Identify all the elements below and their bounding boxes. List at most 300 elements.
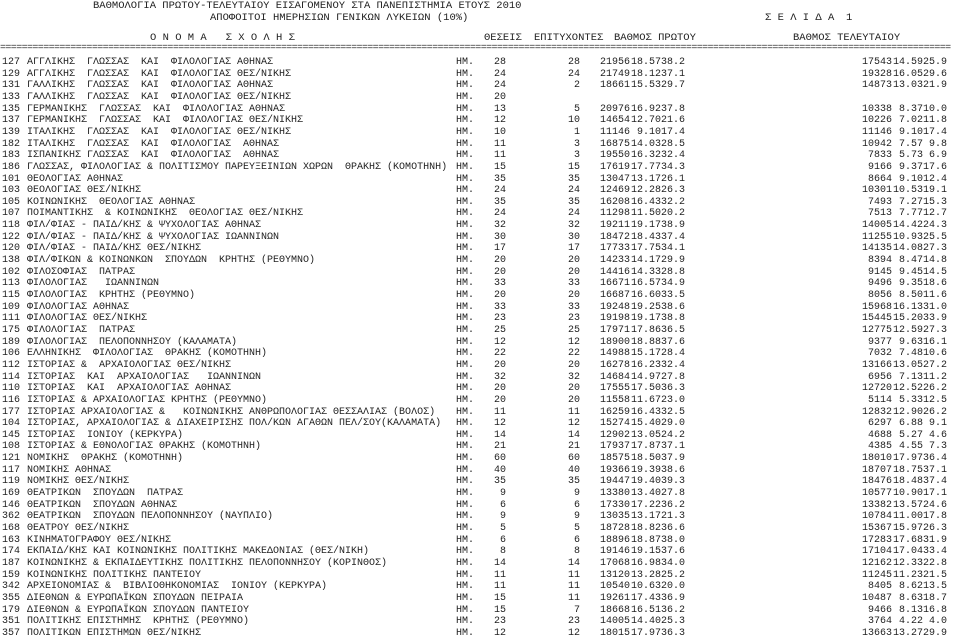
last-score-percent: 10.6 (923, 348, 948, 360)
first-score-average: 16.92 (630, 103, 661, 115)
last-score-percent: 17.1 (923, 488, 948, 500)
table-row (0, 581, 959, 593)
seats: 24 (493, 68, 506, 80)
school-code: 189 (2, 336, 21, 348)
table-row (0, 546, 959, 558)
first-score-points: 17330 (599, 499, 630, 511)
exam-type: ΗΜ. (456, 220, 475, 232)
last-score-percent: 11.8 (923, 115, 948, 127)
last-score-average: 11.23 (892, 569, 923, 581)
first-score-percent: 33.5 (661, 290, 686, 301)
school-name: ΑΡΧΕΙΟΝΟΜΙΑΣ & ΒΙΒΛΙΟΘΗΚΟΝΟΜΙΑΣ ΙΟΝΙΟΥ (ΚΕΡΚΥΡΑ) (27, 581, 328, 593)
school-name: ΚΟΙΝΩΝΙΚΗΣ & ΕΚΠΑΙΔΕΥΤΙΚΗΣ ΠΟΛΙΤΙΚΗΣ ΠΕΛΟΠΟΝΝΗΣΟΥ (ΚΟΡΙΝΘΟΣ) (27, 557, 388, 569)
last-score-percent: 33.9 (923, 313, 948, 325)
table-row (0, 570, 959, 582)
school-name: ΑΓΓΛΙΚΗΣ ΓΛΩΣΣΑΣ ΚΑΙ ΦΙΛΟΛΟΓΙΑΣ ΘΕΣ/ΝΙΚΗΣ (27, 68, 292, 80)
seats: 32 (493, 371, 506, 383)
first-score-average: 16.57 (630, 278, 661, 290)
first-score-percent: 34.1 (661, 243, 686, 255)
last-score-points: 3764 (867, 616, 892, 628)
table-row (0, 197, 959, 209)
table-row (0, 616, 959, 628)
school-name: ΚΟΙΝΩΝΙΚΗΣ ΠΟΛΙΤΙΚΗΣ ΠΑΝΤΕΙΟΥ (27, 569, 202, 581)
school-code: 120 (2, 243, 21, 255)
last-score-percent: 18.6 (923, 278, 948, 290)
table-row (0, 57, 959, 69)
seats: 13 (493, 103, 506, 115)
exam-type: ΗΜ. (456, 418, 475, 430)
last-score-points: 7513 (867, 208, 892, 220)
table-row (0, 593, 959, 605)
seats: 14 (493, 557, 506, 569)
first-score-percent: 38.2 (661, 57, 686, 68)
last-score-points: 7032 (867, 348, 892, 360)
school-name: ΦΙΛΟΛΟΓΙΑΣ ΠΕΛΟΠΟΝΝΗΣΟΥ (ΚΑΛΑΜΑΤΑ) (27, 336, 238, 348)
column-header-seats: ΘΕΣΕΙΣ (484, 32, 522, 44)
school-name: ΘΕΑΤΡΙΚΩΝ ΣΠΟΥΔΩΝ ΠΑΤΡΑΣ (27, 488, 184, 500)
seats: 24 (493, 185, 506, 197)
exam-type: ΗΜ. (456, 464, 475, 476)
exam-type: ΗΜ. (456, 616, 475, 628)
first-score-average: 19.25 (630, 301, 661, 313)
last-score-average: 4.22 (898, 616, 923, 628)
successful: 20 (567, 290, 580, 301)
school-name: ΦΙΛΟΛΟΓΙΑΣ ΠΑΤΡΑΣ (27, 324, 136, 336)
last-score-percent: 26.3 (923, 523, 948, 534)
seats: 9 (499, 511, 506, 523)
successful: 40 (567, 464, 580, 476)
first-score-percent: 20.2 (661, 208, 686, 220)
last-score-average: 10.93 (892, 231, 923, 243)
school-code: 109 (2, 301, 21, 313)
first-score-average: 12.28 (630, 185, 661, 197)
first-score-percent: 28.8 (661, 266, 686, 278)
table-row (0, 92, 959, 104)
school-name: ΙΣΤΟΡΙΑΣ ΚΑΙ ΑΡΧΑΙΟΛΟΓΙΑΣ ΙΩΑΝΝΙΝΩΝ (27, 371, 262, 383)
seats: 6 (499, 499, 506, 511)
last-score-average: 14.59 (892, 57, 923, 68)
exam-type: ΗΜ. (456, 91, 475, 103)
school-name: ΓΑΛΛΙΚΗΣ ΓΛΩΣΣΑΣ ΚΑΙ ΦΙΛΟΛΟΓΙΑΣ ΘΕΣ/ΝΙΚΗΣ (27, 91, 292, 103)
school-name: ΦΙΛΟΣΟΦΙΑΣ ΠΑΤΡΑΣ (27, 266, 136, 278)
table-row (0, 488, 959, 500)
first-score-average: 17.86 (630, 324, 661, 336)
last-score-average: 10.53 (892, 185, 923, 197)
successful: 11 (567, 569, 580, 581)
page-number: 1 (846, 12, 853, 24)
seats: 5 (499, 523, 506, 534)
last-score-percent: 27.2 (923, 359, 948, 371)
last-score-percent: 25.5 (923, 231, 948, 243)
first-score-average: 14.40 (630, 616, 661, 628)
first-score-percent: 37.4 (661, 231, 686, 243)
school-code: 139 (2, 126, 21, 138)
first-score-percent: 38.0 (661, 534, 686, 546)
first-score-average: 14.17 (630, 255, 661, 267)
school-name: ΘΕΟΛΟΓΙΑΣ ΑΘΗΝΑΣ (27, 173, 124, 185)
successful: 6 (573, 499, 580, 511)
last-score-percent: 29.9 (923, 627, 948, 639)
first-score-average: 17.22 (630, 499, 661, 511)
first-score-percent: 37.6 (661, 336, 686, 348)
last-score-average: 5.73 (898, 150, 923, 162)
first-score-average: 13.17 (630, 173, 661, 185)
column-header-last-score: ΒΑΘΜΟΣ ΤΕΛΕΥΤΑΙΟΥ (793, 32, 901, 44)
first-score-points: 18472 (599, 231, 630, 243)
first-score-points: 19447 (599, 476, 630, 488)
last-score-percent: 11.6 (923, 290, 948, 301)
school-code: 131 (2, 80, 21, 92)
first-score-points: 14416 (599, 266, 630, 278)
first-score-points: 14654 (599, 115, 630, 127)
last-score-points: 10226 (861, 115, 892, 127)
first-score-average: 18.82 (630, 523, 661, 534)
school-name: ΑΓΓΛΙΚΗΣ ΓΛΩΣΣΑΣ ΚΑΙ ΦΙΛΟΛΟΓΙΑΣ ΑΘΗΝΑΣ (27, 57, 274, 68)
exam-type: ΗΜ. (456, 627, 475, 639)
seats: 11 (493, 138, 506, 150)
first-score-percent: 36.6 (661, 523, 686, 534)
school-code: 137 (2, 115, 21, 127)
table-row (0, 605, 959, 617)
last-score-average: 7.13 (898, 371, 923, 383)
last-score-percent: 15.3 (923, 196, 948, 208)
table-row (0, 243, 959, 255)
first-score-average: 13.28 (630, 569, 661, 581)
exam-type: ΗΜ. (456, 243, 475, 255)
school-name: ΙΣΤΟΡΙΑΣ ΚΑΙ ΑΡΧΑΙΟΛΟΓΙΑΣ ΑΘΗΝΑΣ (27, 383, 232, 395)
exam-type: ΗΜ. (456, 138, 475, 150)
exam-type: ΗΜ. (456, 441, 475, 453)
first-score-percent: 32.4 (661, 359, 686, 371)
successful: 28 (567, 57, 580, 68)
first-score-points: 12469 (599, 185, 630, 197)
first-score-average: 14.33 (630, 266, 661, 278)
exam-type: ΗΜ. (456, 115, 475, 127)
exam-type: ΗΜ. (456, 266, 475, 278)
exam-type: ΗΜ. (456, 208, 475, 220)
first-score-points: 11298 (599, 208, 630, 220)
first-score-points: 19248 (599, 301, 630, 313)
successful: 32 (567, 371, 580, 383)
seats: 11 (493, 581, 506, 593)
table-row (0, 535, 959, 547)
seats: 15 (493, 592, 506, 604)
school-name: ΙΣΤΟΡΙΑΣ & ΑΡΧΑΙΟΛΟΓΙΑΣ ΘΕΣ/ΝΙΚΗΣ (27, 359, 232, 371)
first-score-average: 17.87 (630, 441, 661, 453)
first-score-points: 12902 (599, 429, 630, 441)
exam-type: ΗΜ. (456, 406, 475, 418)
first-score-points: 13120 (599, 569, 630, 581)
first-score-points: 19146 (599, 546, 630, 558)
first-score-points: 19261 (599, 592, 630, 604)
school-code: 121 (2, 453, 21, 465)
last-score-average: 17.68 (892, 534, 923, 546)
seats: 25 (493, 324, 506, 336)
last-score-points: 6956 (867, 371, 892, 383)
last-score-percent: 4.6 (928, 429, 947, 441)
last-score-average: 8.13 (898, 604, 923, 616)
exam-type: ΗΜ. (456, 161, 475, 173)
exam-type: ΗΜ. (456, 604, 475, 616)
seats: 40 (493, 464, 506, 476)
exam-type: ΗΜ. (456, 290, 475, 301)
school-code: 355 (2, 592, 21, 604)
first-score-percent: 37.6 (661, 546, 686, 558)
last-score-points: 10577 (861, 488, 892, 500)
first-score-points: 17733 (599, 243, 630, 255)
last-score-percent: 14.8 (923, 255, 948, 267)
last-score-percent: 26.2 (923, 406, 948, 418)
first-score-percent: 20.0 (661, 581, 686, 593)
first-score-average: 17.97 (630, 627, 661, 639)
table-row (0, 383, 959, 395)
school-code: 163 (2, 534, 21, 546)
first-score-percent: 38.9 (661, 220, 686, 232)
successful: 3 (573, 150, 580, 162)
first-score-percent: 38.8 (661, 313, 686, 325)
first-score-average: 15.53 (630, 80, 661, 92)
table-row (0, 69, 959, 81)
first-score-percent: 36.2 (661, 604, 686, 616)
school-code: 116 (2, 394, 21, 406)
school-code: 182 (2, 138, 21, 150)
school-code: 183 (2, 150, 21, 162)
last-score-percent: 7.3 (928, 441, 947, 453)
school-name: ΓΕΡΜΑΝΙΚΗΣ ΓΛΩΣΣΑΣ ΚΑΙ ΦΙΛΟΛΟΓΙΑΣ ΘΕΣ/ΝΙΚΗΣ (27, 115, 304, 127)
page-label: Σ Ε Λ Ι Δ Α (765, 12, 835, 24)
last-score-points: 4385 (867, 441, 892, 453)
exam-type: ΗΜ. (456, 534, 475, 546)
exam-type: ΗΜ. (456, 581, 475, 593)
last-score-percent: 16.1 (923, 336, 948, 348)
exam-type: ΗΜ. (456, 126, 475, 138)
last-score-points: 7833 (867, 150, 892, 162)
table-row (0, 325, 959, 337)
school-code: 127 (2, 57, 21, 68)
last-score-average: 9.10 (898, 173, 923, 185)
school-code: 351 (2, 616, 21, 628)
first-score-percent: 32.4 (661, 150, 686, 162)
first-score-points: 10540 (599, 581, 630, 593)
exam-type: ΗΜ. (456, 557, 475, 569)
successful: 5 (573, 103, 580, 115)
successful: 30 (567, 231, 580, 243)
seats: 12 (493, 115, 506, 127)
last-score-points: 12775 (861, 324, 892, 336)
last-score-points: 15367 (861, 523, 892, 534)
seats: 6 (499, 534, 506, 546)
seats: 35 (493, 173, 506, 185)
seats: 12 (493, 336, 506, 348)
school-code: 106 (2, 348, 21, 360)
exam-type: ΗΜ. (456, 359, 475, 371)
school-name: ΦΙΛ/ΦΙΚΩΝ & ΚΟΙΝΩΝΚΩΝ ΣΠΟΥΔΩΝ ΚΡΗΤΗΣ (ΡΕΘΥΜΝΟ) (27, 255, 316, 267)
successful: 12 (567, 418, 580, 430)
last-score-points: 10942 (861, 138, 892, 150)
seats: 20 (493, 359, 506, 371)
table-row (0, 372, 959, 384)
seats: 20 (493, 91, 506, 103)
last-score-points: 8056 (867, 290, 892, 301)
last-score-average: 14.42 (892, 220, 923, 232)
last-score-percent: 6.9 (928, 150, 947, 162)
exam-type: ΗΜ. (456, 383, 475, 395)
last-score-average: 5.33 (898, 394, 923, 406)
last-score-points: 18476 (861, 476, 892, 488)
last-score-average: 11.00 (892, 511, 923, 523)
school-name: ΔΙΕΘΝΩΝ & ΕΥΡΩΠΑΪΚΩΝ ΣΠΟΥΔΩΝ ΠΑΝΤΕΙΟΥ (27, 604, 250, 616)
first-score-points: 17937 (599, 441, 630, 453)
school-code: 108 (2, 441, 21, 453)
first-score-percent: 28.4 (661, 348, 686, 360)
successful: 21 (567, 441, 580, 453)
first-score-points: 17619 (599, 161, 630, 173)
school-name: ΙΣΤΟΡΙΑΣ ΑΡΧΑΙΟΛΟΓΙΑΣ & ΚΟΙΝΩΝΙΚΗΣ ΑΝΘΡΩΠΟΛΟΓΙΑΣ ΘΕΣΣΑΛΙΑΣ (ΒΟΛΟΣ) (27, 406, 436, 418)
last-score-points: 18010 (861, 453, 892, 465)
first-score-average: 18.87 (630, 534, 661, 546)
school-name: ΙΤΑΛΙΚΗΣ ΓΛΩΣΣΑΣ ΚΑΙ ΦΙΛΟΛΟΓΙΑΣ ΘΕΣ/ΝΙΚΗΣ (27, 126, 292, 138)
last-score-average: 9.45 (898, 266, 923, 278)
successful: 32 (567, 220, 580, 232)
first-score-percent: 37.1 (661, 441, 686, 453)
last-score-points: 10487 (861, 592, 892, 604)
first-score-average: 19.17 (630, 220, 661, 232)
first-score-percent: 27.8 (661, 371, 686, 383)
successful: 12 (567, 627, 580, 639)
last-score-average: 7.48 (898, 348, 923, 360)
school-code: 107 (2, 208, 21, 220)
last-score-points: 8664 (867, 173, 892, 185)
last-score-points: 14005 (861, 220, 892, 232)
school-name: ΦΙΛΟΛΟΓΙΑΣ ΙΩΑΝΝΙΝΩΝ (27, 278, 160, 290)
last-score-percent: 24.6 (923, 499, 948, 511)
first-score-percent: 17.4 (661, 126, 686, 138)
exam-type: ΗΜ. (456, 301, 475, 313)
exam-type: ΗΜ. (456, 231, 475, 243)
exam-type: ΗΜ. (456, 185, 475, 197)
first-score-average: 13.17 (630, 511, 661, 523)
first-score-points: 16278 (599, 359, 630, 371)
last-score-percent: 12.4 (923, 173, 948, 185)
last-score-percent: 31.9 (923, 534, 948, 546)
exam-type: ΗΜ. (456, 371, 475, 383)
school-name: ΕΚΠΑΙΔ/ΚΗΣ ΚΑΙ ΚΟΙΝΩΝΙΚΗΣ ΠΟΛΙΤΙΚΗΣ ΜΑΚΕΔΟΝΙΑΣ (ΘΕΣ/ΝΙΚΗ) (27, 546, 370, 558)
school-name: ΝΟΜΙΚΗΣ ΘΕΣ/ΝΙΚΗΣ (27, 476, 130, 488)
report-subtitle: ΑΠΟΦΟΙΤΟΙ ΗΜΕΡΗΣΙΩΝ ΓΕΝΙΚΩΝ ΛΥΚΕΙΩΝ (10%) (210, 12, 469, 24)
school-name: ΦΙΛ/ΦΙΑΣ - ΠΑΙΔ/ΚΗΣ & ΨΥΧΟΛΟΓΙΑΣ ΑΘΗΝΑΣ (27, 220, 262, 232)
seats: 15 (493, 161, 506, 173)
first-score-points: 18661 (599, 80, 630, 92)
seats: 11 (493, 150, 506, 162)
school-name: ΘΕΑΤΡΙΚΩΝ ΣΠΟΥΔΩΝ ΠΕΛΟΠΟΝΝΗΣΟΥ (ΝΑΥΠΛΙΟ) (27, 511, 274, 523)
first-score-percent: 29.0 (661, 418, 686, 430)
first-score-points: 18015 (599, 627, 630, 639)
last-score-average: 15.97 (892, 523, 923, 534)
last-score-average: 7.77 (898, 208, 923, 220)
school-code: 362 (2, 511, 21, 523)
last-score-percent: 12.5 (923, 394, 948, 406)
first-score-percent: 21.6 (661, 115, 686, 127)
first-score-points: 16875 (599, 138, 630, 150)
school-code: 175 (2, 324, 21, 336)
last-score-average: 9.63 (898, 336, 923, 348)
first-score-points: 13035 (599, 511, 630, 523)
first-score-average: 9.10 (636, 126, 661, 138)
first-score-points: 18900 (599, 336, 630, 348)
first-score-percent: 21.3 (661, 511, 686, 523)
last-score-points: 18707 (861, 464, 892, 476)
last-score-points: 8394 (867, 255, 892, 267)
first-score-points: 18896 (599, 534, 630, 546)
last-score-points: 14873 (861, 80, 892, 92)
exam-type: ΗΜ. (456, 313, 475, 325)
table-row (0, 127, 959, 139)
seats: 30 (493, 231, 506, 243)
last-score-points: 13166 (861, 359, 892, 371)
seats: 20 (493, 394, 506, 406)
school-code: 103 (2, 185, 21, 197)
school-code: 135 (2, 103, 21, 115)
first-score-percent: 25.3 (661, 616, 686, 628)
first-score-percent: 37.1 (661, 68, 686, 80)
seats: 20 (493, 383, 506, 395)
last-score-percent: 19.1 (923, 185, 948, 197)
successful: 7 (573, 604, 580, 616)
seats: 32 (493, 220, 506, 232)
successful: 60 (567, 453, 580, 465)
last-score-points: 14135 (861, 243, 892, 255)
last-score-percent: 9.1 (928, 418, 947, 430)
first-score-average: 17.43 (630, 592, 661, 604)
exam-type: ΗΜ. (456, 324, 475, 336)
seats: 11 (493, 406, 506, 418)
last-score-average: 7.02 (898, 115, 923, 127)
school-name: ΝΟΜΙΚΗΣ ΑΘΗΝΑΣ (27, 464, 112, 476)
last-score-average: 15.20 (892, 313, 923, 325)
last-score-percent: 37.1 (923, 464, 948, 476)
table-row (0, 558, 959, 570)
last-score-percent: 36.4 (923, 453, 948, 465)
first-score-average: 10.63 (630, 581, 661, 593)
school-code: 179 (2, 604, 21, 616)
successful: 35 (567, 173, 580, 185)
last-score-average: 8.50 (898, 290, 923, 301)
table-row (0, 255, 959, 267)
exam-type: ΗΜ. (456, 255, 475, 267)
first-score-percent: 28.5 (661, 138, 686, 150)
first-score-average: 16.43 (630, 196, 661, 208)
exam-type: ΗΜ. (456, 173, 475, 185)
school-name: ΠΟΛΙΤΙΚΩΝ ΕΠΙΣΤΗΜΩΝ ΘΕΣ/ΝΙΚΗΣ (27, 627, 202, 639)
first-score-average: 12.70 (630, 115, 661, 127)
last-score-average: 9.37 (898, 161, 923, 173)
successful: 20 (567, 383, 580, 395)
school-code: 113 (2, 278, 21, 290)
first-score-average: 16.51 (630, 604, 661, 616)
school-name: ΓΕΡΜΑΝΙΚΗΣ ΓΛΩΣΣΑΣ ΚΑΙ ΦΙΛΟΛΟΓΙΑΣ ΑΘΗΝΑΣ (27, 103, 286, 115)
last-score-points: 7493 (867, 196, 892, 208)
school-code: 102 (2, 266, 21, 278)
first-score-average: 17.77 (630, 161, 661, 173)
table-row (0, 220, 959, 232)
first-score-points: 21749 (599, 68, 630, 80)
successful: 15 (567, 161, 580, 173)
first-score-points: 20976 (599, 103, 630, 115)
successful: 12 (567, 336, 580, 348)
table-row (0, 337, 959, 349)
successful: 10 (567, 115, 580, 127)
exam-type: ΗΜ. (456, 429, 475, 441)
